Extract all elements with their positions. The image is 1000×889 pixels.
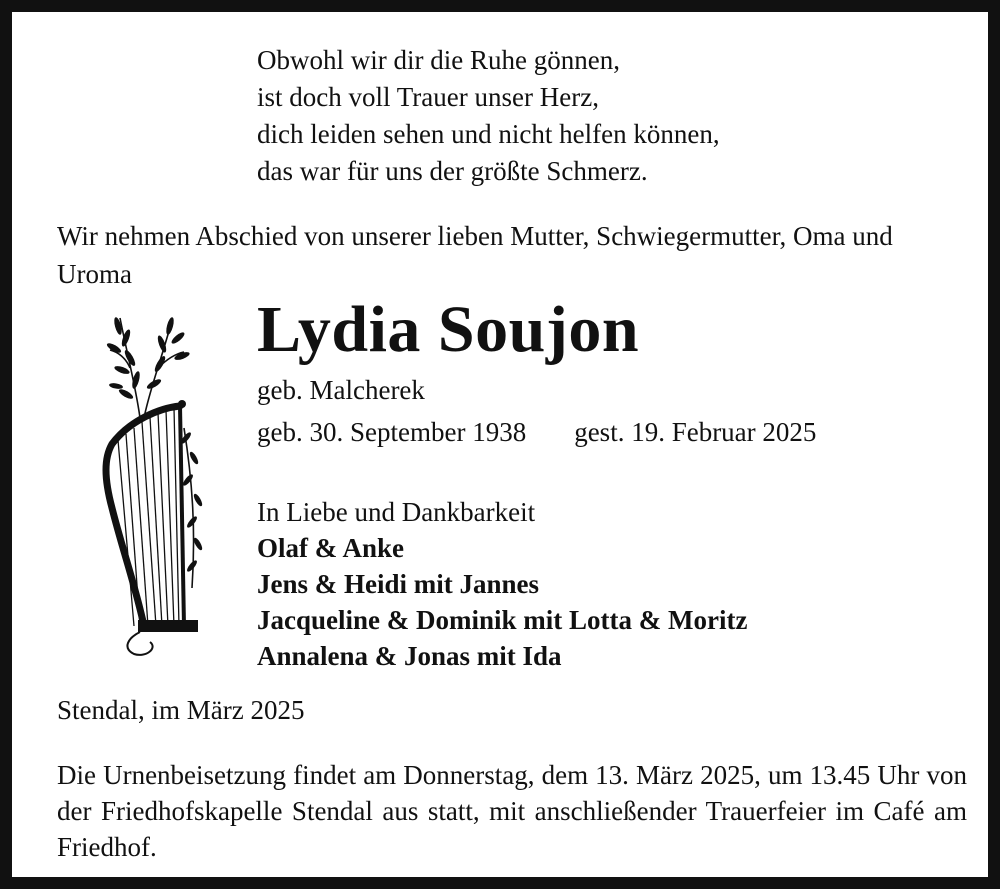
death-date: gest. 19. Februar 2025 <box>574 417 817 447</box>
family-member: Jens & Heidi mit Jannes <box>257 569 540 599</box>
life-dates <box>257 414 816 450</box>
family-member: Jacqueline & Dominik mit Lotta & Moritz <box>257 605 748 635</box>
poem-line: dich leiden sehen und nicht helfen können, <box>257 119 720 149</box>
poem-line: Obwohl wir dir die Ruhe gönnen, <box>257 45 620 75</box>
harp-with-olive-branch-icon <box>100 308 212 668</box>
poem-line: ist doch voll Trauer unser Herz, <box>257 82 599 112</box>
family-member: Olaf & Anke <box>257 533 405 563</box>
family-signatures <box>257 494 747 674</box>
birth-date: geb. 30. September 1938 <box>257 417 527 447</box>
intro-text: Wir nehmen Abschied von unserer lieben Mutter, Schwiegermutter, Oma und Uroma <box>57 221 893 289</box>
poem-line: das war für uns der größte Schmerz. <box>257 156 648 186</box>
deceased-name: Lydia Soujon <box>257 293 640 366</box>
maiden-name: geb. Malcherek <box>257 375 425 405</box>
family-heading: In Liebe und Dankbarkeit <box>257 497 536 527</box>
place-and-date: Stendal, im März 2025 <box>57 695 305 725</box>
poem <box>257 42 720 190</box>
family-member: Annalena & Jonas mit Ida <box>257 641 562 671</box>
burial-notice: Die Urnenbeisetzung findet am Donnerstag, dem 13. März 2025, um 13.45 Uhr von der Friedhofskapelle Stendal aus statt, mit anschließender Trauerfeier im Café am Friedhof. <box>57 760 967 862</box>
